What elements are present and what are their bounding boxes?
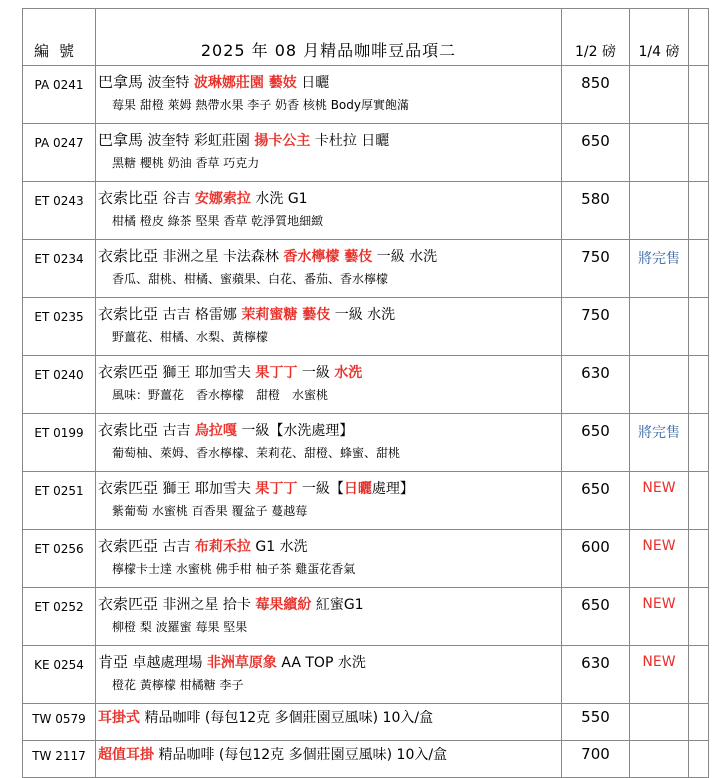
extra-cell <box>689 472 709 530</box>
region-label: 谷吉 <box>162 191 191 207</box>
item-title-line <box>98 420 561 441</box>
flavor-notes: 野薑花、柑橘、水梨、黃檸檬 <box>112 330 269 344</box>
process-label: G1 水洗 <box>255 539 308 555</box>
region-label: 古吉 <box>162 539 191 555</box>
item-code: ET 0243 <box>23 182 96 240</box>
status-badge <box>630 66 689 124</box>
table-row <box>23 66 709 124</box>
flavor-notes: 橙花 黃檸檬 柑橘糖 李子 <box>112 678 244 692</box>
process-highlight: 日曬 <box>343 481 372 497</box>
flavor-notes: 香瓜、甜桃、柑橘、蜜蘋果、白花、番茄、香水檸檬 <box>112 272 389 286</box>
item-code: KE 0254 <box>23 646 96 704</box>
drip-desc: 精品咖啡 (每包12克 多個莊園豆風味) 10入/盒 <box>144 710 434 726</box>
status-badge: NEW <box>630 646 689 704</box>
price-half-pound: 700 <box>562 741 630 778</box>
drip-desc: 精品咖啡 (每包12克 多個莊園豆風味) 10入/盒 <box>158 747 448 763</box>
origin-label: 衣索比亞 <box>98 247 159 265</box>
table-row <box>23 472 709 530</box>
process-label: 卡杜拉 日曬 <box>314 133 390 149</box>
item-description <box>96 182 562 240</box>
region-label: 古吉 格雷娜 <box>162 307 237 323</box>
process-label: 一級 水洗 <box>376 249 438 265</box>
status-badge: NEW <box>630 530 689 588</box>
price-half-pound: 850 <box>562 66 630 124</box>
item-description <box>96 704 562 741</box>
origin-label: 衣索比亞 <box>98 189 159 207</box>
item-description <box>96 472 562 530</box>
extra-cell <box>689 298 709 356</box>
item-description <box>96 646 562 704</box>
bean-name: 莓果繽紛 <box>255 597 312 613</box>
origin-label: 衣索匹亞 <box>98 595 159 613</box>
item-title-line <box>98 478 561 499</box>
bean-name: 布莉禾拉 <box>194 539 251 555</box>
extra-cell <box>689 124 709 182</box>
item-title-line <box>98 188 561 209</box>
origin-label: 巴拿馬 <box>98 73 144 91</box>
item-code: PA 0241 <box>23 66 96 124</box>
extra-cell <box>689 646 709 704</box>
status-badge <box>630 356 689 414</box>
price-half-pound: 550 <box>562 704 630 741</box>
bean-name: 波琳娜莊園 藝妓 <box>193 75 297 91</box>
header-price-half: 1/2 磅 <box>562 9 630 66</box>
price-half-pound: 650 <box>562 472 630 530</box>
status-badge <box>630 124 689 182</box>
header-extra <box>689 9 709 66</box>
region-label: 獅王 耶加雪夫 <box>162 365 251 381</box>
region-label: 非洲之星 卡法森林 <box>162 249 279 265</box>
flavor-notes: 葡萄柚、萊姆、香水檸檬、茉莉花、甜橙、蜂蜜、甜桃 <box>112 446 401 460</box>
item-title-line <box>98 594 561 615</box>
price-half-pound: 580 <box>562 182 630 240</box>
status-badge: NEW <box>630 588 689 646</box>
status-badge: 將完售 <box>630 414 689 472</box>
table-row <box>23 741 709 778</box>
extra-cell <box>689 66 709 124</box>
header-title: 2025 年 08 月精品咖啡豆品項二 <box>96 9 562 66</box>
bean-name: 果丁丁 <box>255 481 298 497</box>
bean-name: 果丁丁 <box>255 365 298 381</box>
region-label: 波奎特 <box>147 75 190 91</box>
item-description <box>96 356 562 414</box>
bean-name: 香水檸檬 藝伎 <box>283 249 373 265</box>
flavor-notes: 柑橘 橙皮 綠茶 堅果 香草 乾淨質地細緻 <box>112 214 324 228</box>
table-row <box>23 356 709 414</box>
region-label: 非洲之星 拾卡 <box>162 597 251 613</box>
extra-cell <box>689 414 709 472</box>
table-row <box>23 530 709 588</box>
extra-cell <box>689 741 709 778</box>
flavor-notes: 黑糖 櫻桃 奶油 香草 巧克力 <box>112 156 260 170</box>
flavor-notes: 紫葡萄 水蜜桃 百香果 覆盆子 蔓越莓 <box>112 504 308 518</box>
flavor-notes: 檸檬卡士達 水蜜桃 佛手柑 柚子茶 雞蛋花香氣 <box>112 562 356 576</box>
item-code: ET 0256 <box>23 530 96 588</box>
item-title-line <box>98 304 561 325</box>
table-row <box>23 124 709 182</box>
item-code: ET 0240 <box>23 356 96 414</box>
item-code: TW 0579 <box>23 704 96 741</box>
extra-cell <box>689 182 709 240</box>
price-half-pound: 650 <box>562 588 630 646</box>
table-row <box>23 414 709 472</box>
price-half-pound: 600 <box>562 530 630 588</box>
process-label: AA TOP 水洗 <box>281 655 366 671</box>
region-label: 波奎特 彩虹莊園 <box>147 133 250 149</box>
item-title-line <box>98 72 561 93</box>
extra-cell <box>689 588 709 646</box>
bean-name: 非洲草原象 <box>206 655 277 671</box>
price-half-pound: 750 <box>562 240 630 298</box>
process-label: 一級【水洗處理】 <box>241 423 354 439</box>
table-header <box>23 9 709 66</box>
status-badge: 將完售 <box>630 240 689 298</box>
drip-name: 超值耳掛 <box>98 747 154 763</box>
process-highlight: 水洗 <box>334 365 363 381</box>
item-description <box>96 240 562 298</box>
item-description <box>96 66 562 124</box>
flavor-notes: 風味：野薑花 香水檸檬 甜橙 水蜜桃 <box>112 388 329 402</box>
header-code: 編號 <box>23 9 96 66</box>
item-title-line <box>98 652 561 673</box>
bean-name: 烏拉嘎 <box>194 423 237 439</box>
table-row <box>23 298 709 356</box>
table-row <box>23 646 709 704</box>
item-description <box>96 414 562 472</box>
header-price-quarter: 1/4 磅 <box>630 9 689 66</box>
price-half-pound: 630 <box>562 646 630 704</box>
origin-label: 衣索匹亞 <box>98 479 159 497</box>
item-title-line <box>98 708 561 728</box>
process-label: 紅蜜G1 <box>315 597 364 613</box>
region-label: 卓越處理場 <box>132 655 203 671</box>
item-code: PA 0247 <box>23 124 96 182</box>
price-half-pound: 650 <box>562 124 630 182</box>
item-code: TW 2117 <box>23 741 96 778</box>
region-label: 古吉 <box>162 423 191 439</box>
price-half-pound: 630 <box>562 356 630 414</box>
process-label: 一級【 <box>301 481 344 497</box>
flavor-notes: 莓果 甜橙 萊姆 熱帶水果 李子 奶香 核桃 Body厚實飽滿 <box>112 98 409 112</box>
price-half-pound: 650 <box>562 414 630 472</box>
origin-label: 衣索比亞 <box>98 305 159 323</box>
bean-name: 安娜索拉 <box>194 191 251 207</box>
status-badge <box>630 704 689 741</box>
item-code: ET 0235 <box>23 298 96 356</box>
coffee-price-table <box>22 8 709 778</box>
item-code: ET 0252 <box>23 588 96 646</box>
item-description <box>96 298 562 356</box>
bean-name: 茉莉蜜糖 藝伎 <box>241 307 331 323</box>
process-label: 一級 水洗 <box>334 307 396 323</box>
status-badge <box>630 298 689 356</box>
status-badge <box>630 741 689 778</box>
item-title-line <box>98 536 561 557</box>
flavor-notes: 柳橙 梨 波羅蜜 莓果 堅果 <box>112 620 248 634</box>
origin-label: 衣索匹亞 <box>98 363 159 381</box>
item-title-line <box>98 246 561 267</box>
item-code: ET 0234 <box>23 240 96 298</box>
item-title-line <box>98 362 561 383</box>
item-code: ET 0199 <box>23 414 96 472</box>
table-row <box>23 588 709 646</box>
table-row <box>23 240 709 298</box>
extra-cell <box>689 240 709 298</box>
bean-name: 揚卡公主 <box>254 133 311 149</box>
origin-label: 衣索比亞 <box>98 421 159 439</box>
item-code: ET 0251 <box>23 472 96 530</box>
table-row <box>23 182 709 240</box>
region-label: 獅王 耶加雪夫 <box>162 481 251 497</box>
origin-label: 巴拿馬 <box>98 131 144 149</box>
status-badge <box>630 182 689 240</box>
origin-label: 肯亞 <box>98 653 129 671</box>
extra-cell <box>689 356 709 414</box>
process-suffix: 處理】 <box>371 481 414 497</box>
table-row <box>23 704 709 741</box>
origin-label: 衣索匹亞 <box>98 537 159 555</box>
process-label: 一級 <box>301 365 330 381</box>
extra-cell <box>689 530 709 588</box>
process-label: 日曬 <box>301 75 330 91</box>
item-title-line <box>98 130 561 151</box>
item-description <box>96 124 562 182</box>
process-label: 水洗 G1 <box>255 191 308 207</box>
status-badge: NEW <box>630 472 689 530</box>
item-description <box>96 588 562 646</box>
item-title-line <box>98 745 561 765</box>
extra-cell <box>689 704 709 741</box>
price-half-pound: 750 <box>562 298 630 356</box>
item-description <box>96 530 562 588</box>
drip-name: 耳掛式 <box>98 710 140 726</box>
item-description <box>96 741 562 778</box>
